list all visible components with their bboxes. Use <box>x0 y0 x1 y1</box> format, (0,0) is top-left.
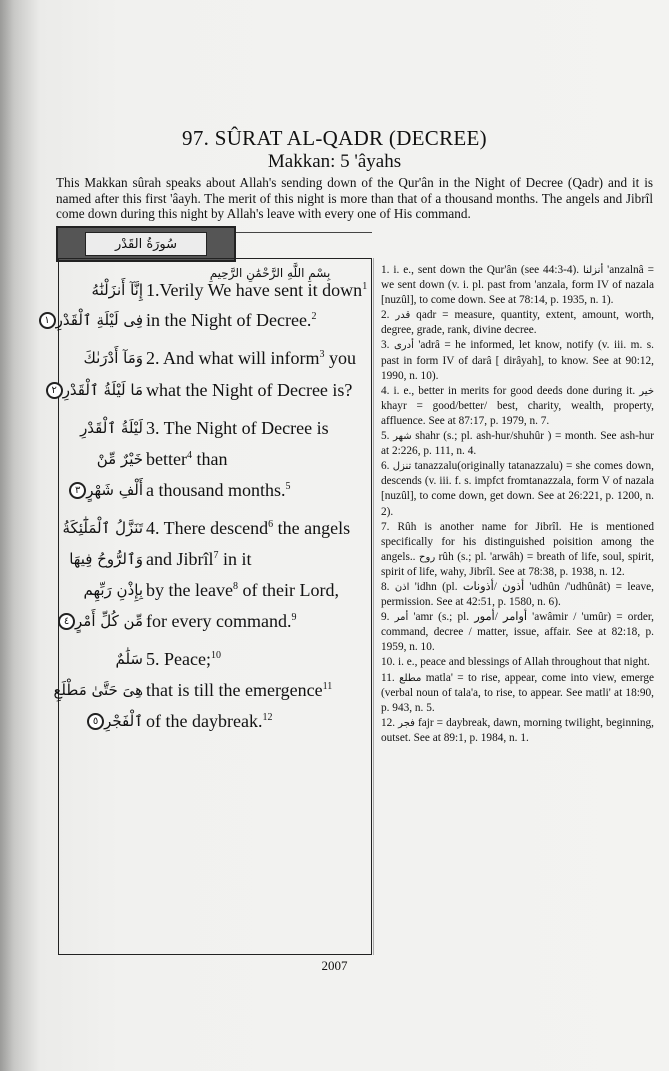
verse-line <box>64 415 370 441</box>
verse-english-text: that is till the emergence <box>146 680 323 700</box>
footnote-ref: 1 <box>362 281 368 292</box>
verse-line <box>64 708 370 734</box>
footnote-text: khayr = good/better/ best, charity, wealth, property, affluence. See at 87:17, p. 1979, n. 7. <box>381 399 654 427</box>
verse-arabic <box>64 277 143 303</box>
footnote-number: 12. <box>381 716 396 729</box>
verse-english-text: 5. Peace; <box>146 649 211 669</box>
verse-arabic-text: وَٱلرُّوحُ فِيهَا <box>69 550 143 568</box>
footnote-number: 11. <box>381 671 395 684</box>
verse-end-marker-icon: ٥ <box>87 713 104 730</box>
verse-english-text: what the Night of Decree is? <box>146 380 353 400</box>
verse-english <box>146 677 332 703</box>
footnote-text: 'idhn (pl. أذون /أذونات 'udhûn /'udhûnât) = leave, permission. See at 42:51, p. 1580, n. 6). <box>381 580 655 609</box>
footnote <box>381 429 654 459</box>
footnote-arabic: تنزل <box>392 461 412 473</box>
verse-arabic-text: وَمَآ أَدْرَىٰكَ <box>83 349 143 367</box>
verse-english <box>146 608 296 634</box>
footnote-text: fajr = daybreak, dawn, morning twilight, beginning, outset. See at 89:1, p. 1984, n. 1. <box>381 716 655 744</box>
footnote-text: Rûh is another name for Jibrîl. He is mentioned specifically for his distinguished poisition among the angels.. <box>381 520 654 563</box>
footnote-ref: 4 <box>186 450 192 461</box>
verse-arabic-text: ٱلْفَجْرِ <box>104 712 143 730</box>
verse-arabic <box>64 415 143 441</box>
footnote-arabic: قدر <box>395 310 411 322</box>
verse-arabic-text: مِّن كُلِّ أَمْرٍ <box>75 612 143 630</box>
verse-english <box>146 477 291 503</box>
footnote-text: tanazzalu(originally tatanazzalu) = she comes down, descends (v. iii. f. s. impfct fromtanazzala, form V of nazala [nuzûl], to come down, get down. See at 26:221, p. 1200, n. 2). <box>381 460 654 518</box>
verse-arabic <box>64 577 143 603</box>
verse-arabic <box>64 515 143 541</box>
footnote-arabic: فجر <box>398 717 415 729</box>
verse-english-tail: the angels <box>273 518 351 538</box>
footnote-text: 'adrâ = he informed, let know, notify (v. iii. m. s. past in form IV of darâ [ dirâyah], to know. See at 90:12, 1990, n. 10). <box>381 339 655 382</box>
footnotes <box>381 263 654 746</box>
footnote-number: 9. <box>381 611 390 624</box>
footnote-ref: 8 <box>232 581 238 592</box>
basmala: بِسْمِ اللَّهِ الرَّحْمَٰنِ الرَّحِيمِ <box>209 266 331 280</box>
footnote <box>381 655 654 670</box>
verse-end-marker-icon: ١ <box>39 312 56 329</box>
banner-rule <box>236 232 372 233</box>
footnote <box>381 338 654 383</box>
verse-arabic <box>64 708 143 734</box>
verse-line <box>64 477 370 503</box>
verse-arabic <box>64 477 143 503</box>
verse-english-text: 3. The Night of Decree is <box>146 418 329 438</box>
footnote <box>381 671 654 716</box>
verse-arabic-text: لَيْلَةُ ٱلْقَدْرِ <box>80 419 143 437</box>
verse-arabic <box>44 307 143 333</box>
verse-arabic <box>64 608 143 634</box>
footnote-ref: 6 <box>268 519 274 530</box>
verse-line <box>64 277 370 303</box>
verse-english <box>146 708 272 734</box>
verse-english-text: 4. There descend <box>146 518 269 538</box>
verse-arabic-text: إِنَّآ أَنزَلْنَٰهُ <box>91 281 143 299</box>
verse-arabic-text: سَلَٰمٌ <box>115 650 143 668</box>
verse-line <box>64 446 370 472</box>
verse-line <box>64 646 370 672</box>
verse-english-text: of the daybreak. <box>146 711 263 731</box>
footnote-text: 'anzalnâ = we sent down (v. i. pl. past from 'anzala, form IV of nazala [nuzûl], to come down. See at 78:14, p. 1935, n. 1). <box>381 264 654 307</box>
footnote-text: matla' = to rise, appear, come into view, emerge (verbal noun of tala'a, to rise, to appear. See matli' at 18:90, p. 943, n. 5. <box>381 671 655 714</box>
verse-english-tail: you <box>324 348 356 368</box>
verse-end-marker-icon: ٣ <box>69 482 86 499</box>
footnote-arabic: اذن <box>394 581 410 593</box>
footnote-arabic: أمر <box>394 612 409 624</box>
footnote-number: 7. <box>381 520 390 533</box>
verse-line <box>51 377 370 403</box>
surah-intro: This Makkan sûrah speaks about Allah's sending down of the Qur'ân in the Night of Decree (Qadr) and it is named after this first 'âayh. The merit of this night is more than that of a thousand months. The angels and Jibrîl come down during this night by Allah's leave with every one of His command. <box>56 175 653 222</box>
verse-arabic <box>53 677 143 703</box>
verse-line <box>64 608 370 634</box>
footnote-ref: 9 <box>291 612 297 623</box>
footnote-ref: 7 <box>213 550 219 561</box>
footnote <box>381 384 654 429</box>
verse-arabic <box>64 646 143 672</box>
verse-english <box>146 277 367 303</box>
surah-title: 97. SÛRAT AL-QADR (DECREE) <box>182 126 487 150</box>
footnote-number: 10. <box>381 656 396 669</box>
verse-line <box>64 577 370 603</box>
footnote-ref: 10 <box>210 650 221 661</box>
verse-line <box>64 345 370 371</box>
footnote-arabic: روح <box>419 551 436 563</box>
verse-arabic-text: فِى لَيْلَةِ ٱلْقَدْرِ <box>55 311 143 329</box>
verse-arabic <box>51 377 143 403</box>
verse-end-marker-icon: ٢ <box>46 382 63 399</box>
page-number: 2007 <box>321 958 348 973</box>
footnote <box>381 520 654 580</box>
footnote-text: i. e., peace and blessings of Allah throughout that night. <box>395 656 650 669</box>
verse-english-tail: in it <box>218 549 252 569</box>
verse-english-text: a thousand months. <box>146 480 286 500</box>
footnote <box>381 263 654 308</box>
footnote <box>381 580 654 610</box>
surah-banner-label: سُورَةُ القَدْر <box>85 232 207 256</box>
column-divider <box>373 258 374 955</box>
verse-arabic-text: مَا لَيْلَةُ ٱلْقَدْرِ <box>62 381 143 399</box>
verse-english <box>146 415 329 441</box>
footnote-arabic: خير <box>639 385 654 397</box>
surah-banner <box>56 226 236 262</box>
verse-line <box>44 307 370 333</box>
footnote-number: 5. <box>381 430 390 443</box>
footnote-number: 4. <box>381 384 390 397</box>
verse-arabic-text: بِإِذْنِ رَبِّهِم <box>83 581 143 599</box>
footnote <box>381 716 654 746</box>
verse-line <box>64 515 370 541</box>
footnote-text: rûh (s.; pl. 'arwâh) = breath of life, soul, spirit, spirit of life, wahy, Jibrîl. See at 78:38, p. 1938, n. 12. <box>381 550 655 578</box>
footnote <box>381 459 654 519</box>
verse-english-text: by the leave <box>146 580 233 600</box>
verse-english <box>146 577 339 603</box>
verse-end-marker-icon: ٤ <box>58 613 75 630</box>
verse-arabic <box>64 345 143 371</box>
verse-english <box>146 515 350 541</box>
footnote-ref: 11 <box>322 681 333 692</box>
footnote-ref: 2 <box>311 311 317 322</box>
footnote-text: i. e., better in merits for good deeds done during it. <box>389 384 640 397</box>
verse-english-text: for every command. <box>146 611 292 631</box>
surah-subtitle: Makkan: 5 'âyahs <box>267 151 402 172</box>
footnote-ref: 5 <box>285 481 291 492</box>
footnote-text: qadr = measure, quantity, extent, amount, worth, degree, grade, rank, divine decree. <box>381 309 654 337</box>
verse-english-text: and Jibrîl <box>146 549 214 569</box>
verse-english-text: in the Night of Decree. <box>146 310 312 330</box>
footnote-number: 6. <box>381 460 390 473</box>
footnote-arabic: أدرى <box>393 340 414 352</box>
footnote-text: shahr (s.; pl. ash-hur/shuhûr ) = month. See ash-hur at 2:226, p. 111, n. 4. <box>381 430 654 458</box>
footnote-number: 8. <box>381 580 390 593</box>
footnote-ref: 3 <box>319 349 325 360</box>
verse-arabic-text: هِىَ حَتَّىٰ مَطْلَعِ <box>53 681 143 699</box>
footnote-text: 'amr (s.; pl. أوامر /أمور 'awâmir / 'umûr) = order, command, decree / matter, issue, affair. See at 82:18, p. 1959, n. 10. <box>381 611 655 654</box>
footnote-number: 2. <box>381 309 390 322</box>
verse-english <box>146 377 352 403</box>
verse-arabic-text: أَلْفِ شَهْرٍ <box>86 481 143 499</box>
verse-arabic-text: تَنَزَّلُ ٱلْمَلَٰٓئِكَةُ <box>62 519 143 537</box>
verse-arabic <box>64 446 143 472</box>
footnote-arabic: شهر <box>393 431 412 443</box>
footnote-arabic: أنزلنا <box>583 265 604 276</box>
verse-english <box>146 446 227 472</box>
verse-english-tail: than <box>191 449 228 469</box>
footnote-number: 3. <box>381 339 390 352</box>
verse-english <box>146 307 316 333</box>
verse-arabic <box>64 546 143 572</box>
footnote-arabic: مطلع <box>399 672 422 684</box>
verse-line <box>64 546 370 572</box>
verse-english <box>146 546 252 572</box>
verse-line <box>53 677 370 703</box>
verse-arabic-text: خَيْرٌ مِّنْ <box>96 450 143 468</box>
footnote <box>381 610 654 655</box>
verse-english-text: better <box>146 449 187 469</box>
verse-english-text: 1.Verily We have sent it down <box>146 280 363 300</box>
verse-english-text: 2. And what will inform <box>146 348 320 368</box>
footnote-text: i. e., sent down the Qur'ân (see 44:3-4). <box>389 264 584 276</box>
verse-english <box>146 646 221 672</box>
footnote-number: 1. <box>381 264 390 276</box>
verse-english-tail: of their Lord, <box>237 580 339 600</box>
footnote-ref: 12 <box>262 712 273 723</box>
verse-english <box>146 345 356 371</box>
footnote <box>381 308 654 338</box>
